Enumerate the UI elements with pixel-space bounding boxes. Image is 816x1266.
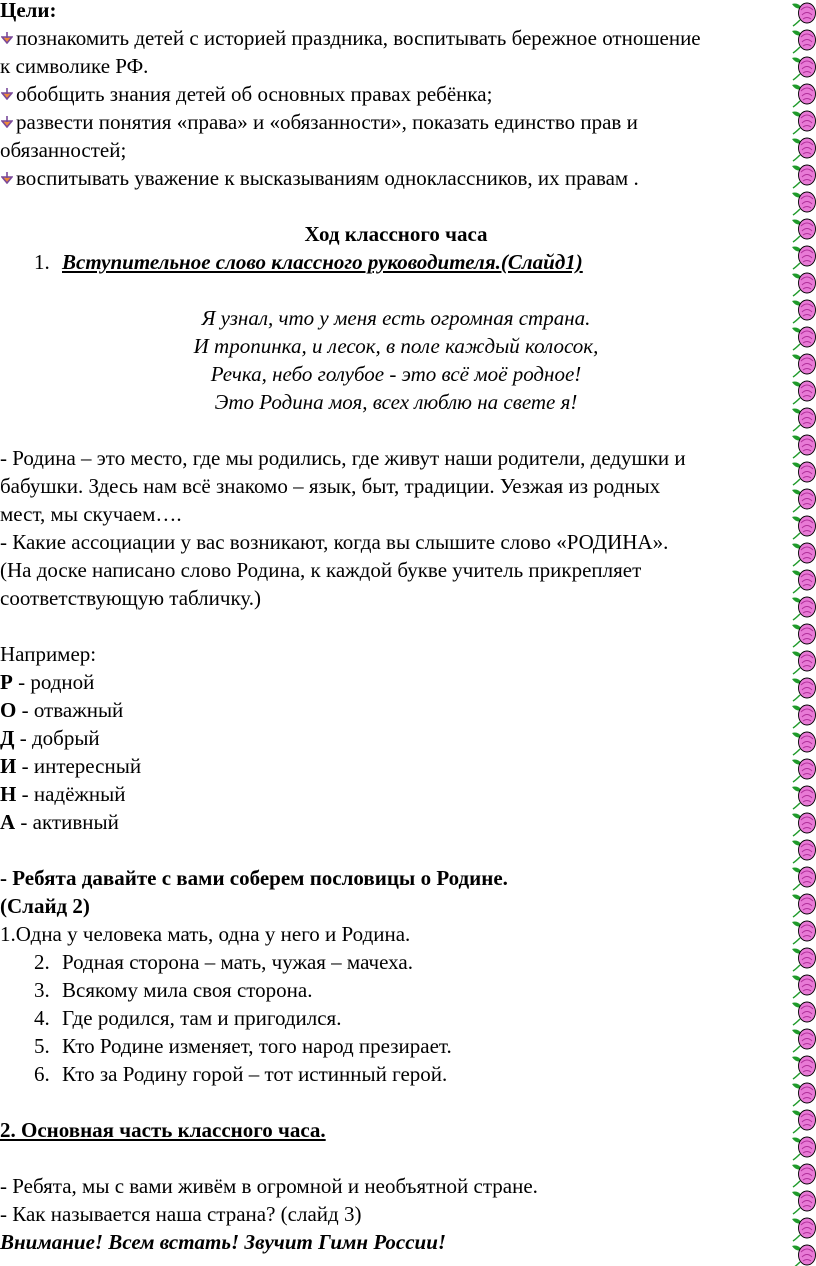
rose-icon [792, 786, 816, 809]
rose-icon [792, 894, 816, 917]
rose-icon [792, 651, 816, 674]
rose-icon [792, 921, 816, 944]
rose-icon [792, 732, 816, 755]
example-letter-row: Н - надёжный [0, 782, 126, 806]
example-intro: Например: [0, 642, 97, 666]
rose-icon [792, 489, 816, 512]
rose-icon [792, 84, 816, 107]
rose-icon [792, 327, 816, 350]
rose-icon [792, 1002, 816, 1025]
rose-icon [792, 1056, 816, 1079]
rose-icon [792, 705, 816, 728]
rose-icon [792, 840, 816, 863]
rose-icon [792, 165, 816, 188]
proverb-item: 4. Где родился, там и пригодился. [34, 1006, 342, 1030]
section-1-number: 1. [34, 250, 50, 274]
arrow-bullet-icon [0, 164, 14, 192]
arrow-bullet-icon [0, 24, 14, 52]
main-part-heading: 2. Основная часть классного часа. [0, 1118, 326, 1142]
proverb-item: 2. Родная сторона – мать, чужая – мачеха. [34, 950, 413, 974]
poem-line: Это Родина моя, всех люблю на свете я! [214, 390, 578, 414]
paragraph-line: соответствующую табличку.) [0, 586, 262, 610]
poem-line: Речка, небо голубое - это всё моё родное! [210, 362, 582, 386]
rose-icon [792, 813, 816, 836]
goals-title: Цели: [0, 0, 57, 22]
paragraph-line: мест, мы скучаем…. [0, 502, 182, 526]
example-letter-row: И - интересный [0, 754, 142, 778]
arrow-bullet-icon [0, 80, 14, 108]
proverbs-heading: - Ребята давайте с вами соберем пословицы о Родине. [0, 866, 508, 890]
goal-item: познакомить детей с историей праздника, воспитывать бережное отношение [0, 24, 792, 52]
rose-icon [792, 597, 816, 620]
goal-continuation: к символике РФ. [0, 54, 149, 78]
rose-icon [792, 57, 816, 80]
example-letter-row: А - активный [0, 810, 119, 834]
proverb-item: 1.Одна у человека мать, одна у него и Родина. [0, 922, 411, 946]
goal-continuation: обязанностей; [0, 138, 127, 162]
lesson-title: Ход классного часа [304, 222, 488, 246]
poem-line: И тропинка, и лесок, в поле каждый колосок, [193, 334, 599, 358]
rose-icon [792, 111, 816, 134]
rose-icon [792, 273, 816, 296]
rose-icon [792, 1245, 816, 1266]
paragraph-line: - Какие ассоциации у вас возникают, когда вы слышите слово «РОДИНА». [0, 530, 669, 554]
rose-icon [792, 462, 816, 485]
rose-icon [792, 300, 816, 323]
paragraph-line: - Родина – это место, где мы родились, где живут наши родители, дедушки и [0, 446, 686, 470]
rose-icon [792, 759, 816, 782]
rose-icon [792, 1110, 816, 1133]
poem-line: Я узнал, что у меня есть огромная страна. [201, 306, 591, 330]
rose-icon [792, 192, 816, 215]
proverb-item: 6. Кто за Родину горой – тот истинный герой. [34, 1062, 448, 1086]
section-1-heading [0, 248, 792, 276]
example-letter-row: О - отважный [0, 698, 124, 722]
rose-icon [792, 975, 816, 998]
goal-item: воспитывать уважение к высказываниям одноклассников, их правам . [0, 164, 792, 192]
rose-icon [792, 138, 816, 161]
rose-icon [792, 3, 816, 26]
rose-icon [792, 1218, 816, 1241]
rose-icon [792, 948, 816, 971]
proverb-item: 5. Кто Родине изменяет, того народ презирает. [34, 1034, 452, 1058]
rose-icon [792, 867, 816, 890]
section-1-title: Вступительное слово классного руководителя.(Слайд1) [62, 250, 583, 274]
rose-icon [792, 1083, 816, 1106]
rose-icon [792, 678, 816, 701]
rose-icon [792, 1191, 816, 1214]
proverbs-slide-label: (Слайд 2) [0, 894, 90, 918]
rose-icon [792, 408, 816, 431]
rose-icon [792, 1029, 816, 1052]
rose-icon [792, 435, 816, 458]
arrow-bullet-icon [0, 108, 14, 136]
rose-icon [792, 246, 816, 269]
rose-icon [792, 543, 816, 566]
rose-icon [792, 1137, 816, 1160]
example-letter-row: Р - родной [0, 670, 95, 694]
paragraph-line: - Как называется наша страна? (слайд 3) [0, 1202, 362, 1226]
paragraph-line: бабушки. Здесь нам всё знакомо – язык, быт, традиции. Уезжая из родных [0, 474, 661, 498]
rose-icon [792, 219, 816, 242]
goal-item: обобщить знания детей об основных правах ребёнка; [0, 80, 792, 108]
example-letter-row: Д - добрый [0, 726, 100, 750]
rose-icon [792, 516, 816, 539]
rose-icon [792, 354, 816, 377]
rose-icon [792, 30, 816, 53]
attention-line: Внимание! Всем встать! Звучит Гимн России! [0, 1230, 447, 1254]
paragraph-line: (На доске написано слово Родина, к каждой букве учитель прикрепляет [0, 558, 642, 582]
goal-item: развести понятия «права» и «обязанности», показать единство прав и [0, 108, 792, 136]
rose-icon [792, 381, 816, 404]
proverb-item: 3. Всякому мила своя сторона. [34, 978, 313, 1002]
rose-border [790, 0, 816, 1266]
rose-icon [792, 1164, 816, 1187]
rose-icon [792, 570, 816, 593]
paragraph-line: - Ребята, мы с вами живём в огромной и необъятной стране. [0, 1174, 538, 1198]
rose-icon [792, 624, 816, 647]
